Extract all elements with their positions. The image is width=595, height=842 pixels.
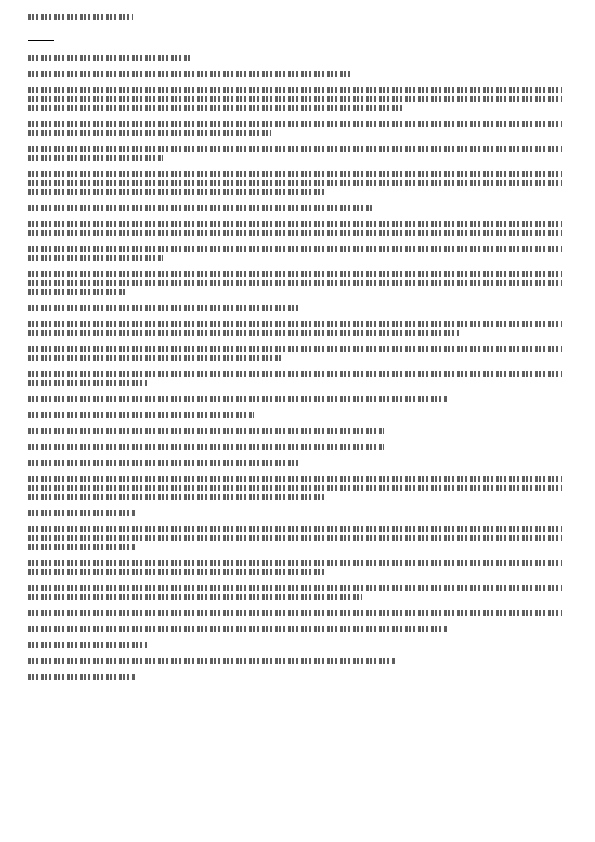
text-line bbox=[28, 535, 562, 541]
text-line bbox=[28, 380, 147, 386]
text-line bbox=[28, 105, 405, 111]
text-line bbox=[28, 130, 271, 136]
text-line bbox=[28, 444, 384, 450]
text-line bbox=[28, 494, 324, 500]
text-line bbox=[28, 544, 136, 550]
text-line bbox=[28, 658, 395, 664]
paragraph bbox=[28, 444, 567, 450]
paragraph bbox=[28, 674, 567, 680]
paragraph bbox=[28, 221, 567, 236]
paragraph bbox=[28, 510, 567, 516]
text-line bbox=[28, 280, 562, 286]
text-line bbox=[28, 355, 281, 361]
paragraph bbox=[28, 205, 567, 211]
text-line bbox=[28, 221, 562, 227]
text-line bbox=[28, 346, 562, 352]
paragraph bbox=[28, 642, 567, 648]
text-line bbox=[28, 674, 136, 680]
paragraph bbox=[28, 396, 567, 402]
text-line bbox=[28, 205, 373, 211]
text-line bbox=[28, 155, 163, 161]
text-line bbox=[28, 476, 562, 482]
text-line bbox=[28, 14, 133, 20]
paragraph bbox=[28, 560, 567, 575]
text-line bbox=[28, 146, 562, 152]
text-line bbox=[28, 121, 562, 127]
paragraph bbox=[28, 55, 567, 61]
paragraph bbox=[28, 610, 567, 616]
text-line bbox=[28, 560, 562, 566]
text-line bbox=[28, 594, 362, 600]
document-body bbox=[28, 55, 567, 680]
text-line bbox=[28, 246, 562, 252]
paragraph bbox=[28, 626, 567, 632]
text-line bbox=[28, 642, 147, 648]
paragraph bbox=[28, 526, 567, 550]
paragraph bbox=[28, 476, 567, 500]
text-line bbox=[28, 55, 190, 61]
text-line bbox=[28, 271, 562, 277]
text-line bbox=[28, 510, 136, 516]
paragraph bbox=[28, 460, 567, 466]
text-line bbox=[28, 396, 448, 402]
paragraph bbox=[28, 171, 567, 195]
paragraph bbox=[28, 121, 567, 136]
paragraph bbox=[28, 371, 567, 386]
paragraph bbox=[28, 428, 567, 434]
text-line bbox=[28, 460, 298, 466]
text-line bbox=[28, 96, 562, 102]
paragraph bbox=[28, 321, 567, 336]
text-line bbox=[28, 330, 459, 336]
footnote-separator bbox=[28, 40, 54, 41]
text-line bbox=[28, 255, 163, 261]
text-line bbox=[28, 180, 562, 186]
text-line bbox=[28, 71, 351, 77]
text-line bbox=[28, 526, 562, 532]
text-line bbox=[28, 87, 562, 93]
paragraph bbox=[28, 146, 567, 161]
text-line bbox=[28, 371, 562, 377]
paragraph bbox=[28, 585, 567, 600]
text-line bbox=[28, 412, 254, 418]
text-line bbox=[28, 485, 562, 491]
paragraph bbox=[28, 71, 567, 77]
text-line bbox=[28, 585, 562, 591]
text-line bbox=[28, 428, 384, 434]
text-line bbox=[28, 230, 562, 236]
paragraph bbox=[28, 658, 567, 664]
paragraph bbox=[28, 246, 567, 261]
paragraph bbox=[28, 87, 567, 111]
text-line bbox=[28, 569, 324, 575]
text-line bbox=[28, 305, 298, 311]
paragraph bbox=[28, 412, 567, 418]
paragraph bbox=[28, 346, 567, 361]
text-line bbox=[28, 321, 562, 327]
text-line bbox=[28, 610, 562, 616]
paragraph bbox=[28, 305, 567, 311]
paragraph bbox=[28, 271, 567, 295]
text-line bbox=[28, 171, 562, 177]
text-line bbox=[28, 189, 324, 195]
text-line bbox=[28, 289, 125, 295]
text-line bbox=[28, 626, 448, 632]
